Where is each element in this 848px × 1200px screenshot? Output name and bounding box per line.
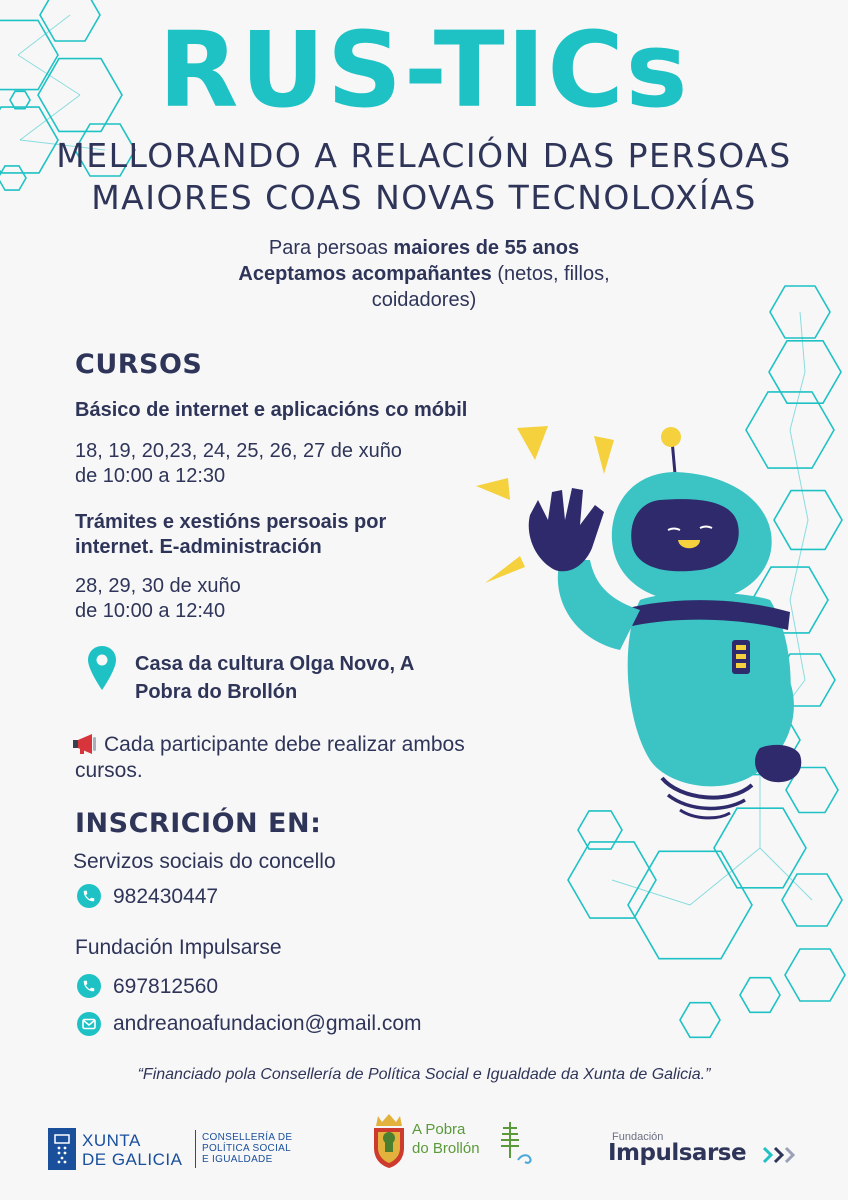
- course-2-dates: 28, 29, 30 de xuño: [75, 575, 241, 597]
- pobra-tree-icon: [498, 1120, 538, 1164]
- registration-heading: INSCRICIÓN EN:: [75, 808, 322, 839]
- course-1-title: Básico de internet e aplicacións co móbil: [75, 399, 468, 421]
- xunta-crest: [48, 1128, 76, 1170]
- audience-age: maiores de 55 anos: [393, 237, 580, 259]
- foundation-email[interactable]: andreanoafundacion@gmail.com: [113, 1012, 422, 1035]
- robot-illustration: [468, 420, 808, 820]
- funding-statement: “Financiado pola Consellería de Política Social e Igualdade da Xunta de Galicia.”: [137, 1066, 711, 1083]
- companions-line3: coidadores): [371, 289, 477, 311]
- hexagon-link: [612, 880, 690, 905]
- location-line-2: Pobra do Brollón: [135, 681, 298, 703]
- note-line-1: Cada participante debe realizar ambos: [104, 733, 465, 756]
- phone-icon: [77, 974, 101, 998]
- hexagon-shape: [680, 1003, 720, 1038]
- course-2-title-line-2: internet. E-administración: [75, 536, 322, 558]
- phone-icon: [77, 884, 101, 908]
- course-2-title-line-1: Trámites e xestións persoais por: [75, 511, 387, 533]
- companions-rest: (netos, fillos,: [491, 263, 610, 285]
- conselleria-line-2: POLÍTICA SOCIAL: [202, 1143, 291, 1154]
- conselleria-line-3: E IGUALDADE: [202, 1154, 273, 1165]
- audience-info: [150, 235, 698, 313]
- audience-prefix: Para persoas: [268, 237, 394, 259]
- pobra-line-1: A Pobra: [412, 1121, 466, 1138]
- impulsarse-logo-text: Impulsarse: [608, 1140, 747, 1166]
- hexagon-shape: [785, 949, 845, 1001]
- xunta-logo-text: [82, 1131, 182, 1169]
- xunta-line-2: DE GALICIA: [82, 1150, 183, 1169]
- map-pin-icon: [88, 646, 116, 695]
- social-phone[interactable]: 982430447: [113, 885, 219, 908]
- course-2-time: de 10:00 a 12:40: [75, 600, 226, 622]
- foundation-label: Fundación Impulsarse: [75, 936, 282, 959]
- hexagon-link: [800, 312, 805, 372]
- note-line-2: cursos.: [75, 759, 143, 782]
- companions-bold: Aceptamos acompañantes: [238, 263, 492, 285]
- email-icon: [77, 1012, 101, 1036]
- pobra-coat-of-arms: [370, 1112, 408, 1168]
- page-title: RUS-TICs: [158, 9, 690, 131]
- participation-note: [75, 732, 465, 784]
- course-1-dates: 18, 19, 20,23, 24, 25, 26, 27 de xuño: [75, 440, 402, 462]
- conselleria-logo-text: [202, 1132, 292, 1165]
- course-2: [75, 510, 495, 624]
- pobra-logo-text: [412, 1120, 480, 1158]
- impulsarse-arrows-icon: [762, 1145, 800, 1165]
- location-line-1: Casa da cultura Olga Novo, A: [135, 653, 415, 675]
- subtitle-line-2: MAIORES COAS NOVAS TECNOLOXÍAS: [91, 178, 757, 217]
- foundation-phone[interactable]: 697812560: [113, 975, 219, 998]
- hexagon-link: [690, 848, 760, 905]
- impulsarse-small-text: Fundación: [612, 1131, 664, 1143]
- xunta-line-1: XUNTA: [82, 1131, 141, 1150]
- pobra-line-2: do Brollón: [412, 1140, 480, 1157]
- social-services-label: Servizos sociais do concello: [73, 850, 336, 873]
- courses-heading: CURSOS: [75, 349, 203, 380]
- conselleria-line-1: CONSELLERÍA DE: [202, 1132, 293, 1143]
- course-1-time: de 10:00 a 12:30: [75, 465, 226, 487]
- location: [135, 650, 414, 706]
- subtitle-line-1: MELLORANDO A RELACIÓN DAS PERSOAS: [56, 136, 792, 175]
- hexagon-shape: [740, 978, 780, 1013]
- logo-divider: [195, 1130, 196, 1168]
